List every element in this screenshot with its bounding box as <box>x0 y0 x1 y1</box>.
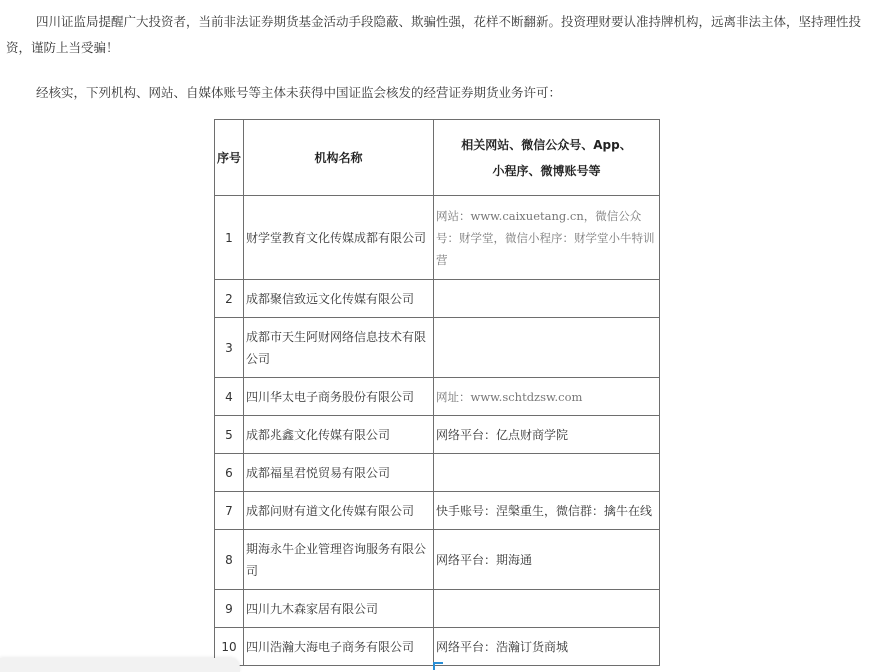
table-header-row <box>215 120 660 196</box>
table-row <box>215 280 660 318</box>
row-no: 6 <box>215 454 244 492</box>
row-no: 4 <box>215 378 244 416</box>
row-name: 成都福星君悦贸易有限公司 <box>244 454 434 492</box>
table-row <box>215 378 660 416</box>
row-sites: 网站：www.caixuetang.cn，微信公众号：财学堂，微信小程序：财学堂小牛特训营 <box>434 196 660 280</box>
row-no: 1 <box>215 196 244 280</box>
table-row <box>215 590 660 628</box>
row-name: 四川九木森家居有限公司 <box>244 590 434 628</box>
row-sites <box>434 280 660 318</box>
row-name: 成都问财有道文化传媒有限公司 <box>244 492 434 530</box>
corner-marker-icon <box>433 662 443 670</box>
row-no: 9 <box>215 590 244 628</box>
row-sites: 网络平台：亿点财商学院 <box>434 416 660 454</box>
header-sites <box>434 120 660 196</box>
row-no: 8 <box>215 530 244 590</box>
row-name: 成都市天生阿财网络信息技术有限公司 <box>244 318 434 378</box>
unlicensed-entities-table <box>214 119 660 666</box>
row-no: 7 <box>215 492 244 530</box>
row-no: 2 <box>215 280 244 318</box>
row-name: 财学堂教育文化传媒成都有限公司 <box>244 196 434 280</box>
intro-paragraph-verified: 经核实，下列机构、网站、自媒体账号等主体未获得中国证监会核发的经营证券期货业务许可： <box>36 85 562 100</box>
row-sites <box>434 454 660 492</box>
row-sites <box>434 318 660 378</box>
row-no: 10 <box>215 628 244 666</box>
row-sites: 网址：www.schtdzsw.com <box>434 378 660 416</box>
table-row <box>215 416 660 454</box>
row-sites: 网络平台：期海通 <box>434 530 660 590</box>
header-sites-line1: 相关网站、微信公众号、App、 <box>461 137 632 152</box>
intro-paragraph-warning: 四川证监局提醒广大投资者，当前非法证券期货基金活动手段隐蔽、欺骗性强，花样不断翻新。投资理财要认准持牌机构，远离非法主体，坚持理性投资，谨防上当受骗！ <box>6 14 862 55</box>
row-sites <box>434 590 660 628</box>
header-no: 序号 <box>215 120 244 196</box>
row-no: 3 <box>215 318 244 378</box>
header-sites-line2: 小程序、微博账号等 <box>492 163 601 178</box>
row-name: 四川浩瀚大海电子商务有限公司 <box>244 628 434 666</box>
row-no: 5 <box>215 416 244 454</box>
row-sites: 网络平台：浩瀚订货商城 <box>434 628 660 666</box>
table-row <box>215 318 660 378</box>
header-name: 机构名称 <box>244 120 434 196</box>
table-row <box>215 196 660 280</box>
row-name: 期海永牛企业管理咨询服务有限公司 <box>244 530 434 590</box>
row-name: 四川华太电子商务股份有限公司 <box>244 378 434 416</box>
bottom-overlay-panel <box>0 658 240 672</box>
table-row <box>215 530 660 590</box>
row-sites: 快手账号：涅槃重生，微信群：擒牛在线 <box>434 492 660 530</box>
row-name: 成都聚信致远文化传媒有限公司 <box>244 280 434 318</box>
table-row <box>215 454 660 492</box>
table-row <box>215 492 660 530</box>
table-row <box>215 628 660 666</box>
row-name: 成都兆鑫文化传媒有限公司 <box>244 416 434 454</box>
